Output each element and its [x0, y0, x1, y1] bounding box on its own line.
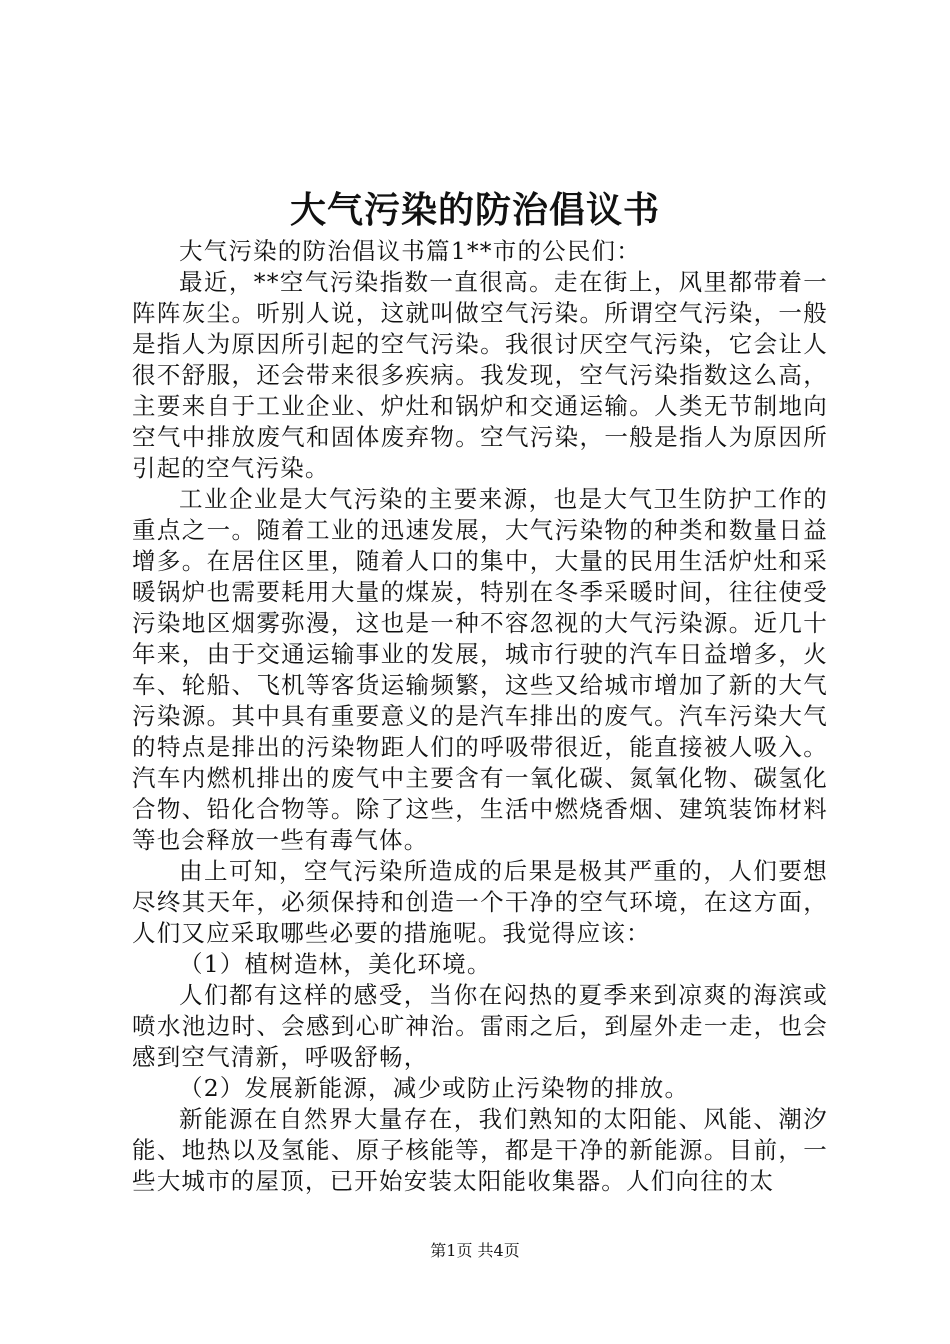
paragraph-measure-2-heading: （2）发展新能源，减少或防止污染物的排放。	[179, 1074, 690, 1102]
paragraph-pollution-sources: 工业企业是大气污染的主要来源，也是大气卫生防护工作的重点之一。随着工业的迅速发展，大气污染物的种类和数量日益增多。在居住区里，随着人口的集中，大量的民用生活炉灶和采暖锅炉也需要耗用大量的煤炭，特别在冬季采暖时间，往往使受污染地区烟雾弥漫，这也是一种不容忽视的大气污染源。近几十年来，由于交通运输事业的发展，城市行驶的汽车日益增多，火车、轮船、飞机等客货运输频繁，这些又给城市增加了新的大气污染源。其中具有重要意义的是汽车排出的废气。汽车污染大气的特点是排出的污染物距人们的呼吸带很近，能直接被人吸入。汽车内燃机排出的废气中主要含有一氧化碳、氮氧化物、碳氢化合物、铅化合物等。除了这些，生活中燃烧香烟、建筑装饰材料等也会释放一些有毒气体。	[132, 485, 828, 854]
document-title: 大气污染的防治倡议书	[289, 189, 660, 231]
document-body	[132, 236, 828, 1197]
paragraph-intro: 大气污染的防治倡议书篇1**市的公民们：	[179, 237, 641, 265]
paragraph-measure-1-body: 人们都有这样的感受，当你在闷热的夏季来到凉爽的海滨或喷水池边时、会感到心旷神治。雷雨之后，到屋外走一走，也会感到空气清新，呼吸舒畅，	[132, 981, 828, 1071]
paragraph-measures-intro: 由上可知，空气污染所造成的后果是极其严重的，人们要想尽终其天年，必须保持和创造一个干净的空气环境，在这方面，人们又应采取哪些必要的措施呢。我觉得应该：	[132, 857, 828, 947]
paragraph-measure-1-heading: （1）植树造林，美化环境。	[179, 950, 492, 978]
page-number-footer: 第1页 共4页	[430, 1241, 520, 1260]
paragraph-measure-2-body: 新能源在自然界大量存在，我们熟知的太阳能、风能、潮汐能、地热以及氢能、原子核能等，都是干净的新能源。目前，一些大城市的屋顶，已开始安装太阳能收集器。人们向往的太	[132, 1105, 828, 1195]
paragraph-recent-pollution: 最近，**空气污染指数一直很高。走在街上，风里都带着一阵阵灰尘。听别人说，这就叫做空气污染。所谓空气污染，一般是指人为原因所引起的空气污染。我很讨厌空气污染，它会让人很不舒服，还会带来很多疾病。我发现，空气污染指数这么高，主要来自于工业企业、炉灶和锅炉和交通运输。人类无节制地向空气中排放废气和固体废弃物。空气污染，一般是指人为原因所引起的空气污染。	[132, 268, 828, 482]
